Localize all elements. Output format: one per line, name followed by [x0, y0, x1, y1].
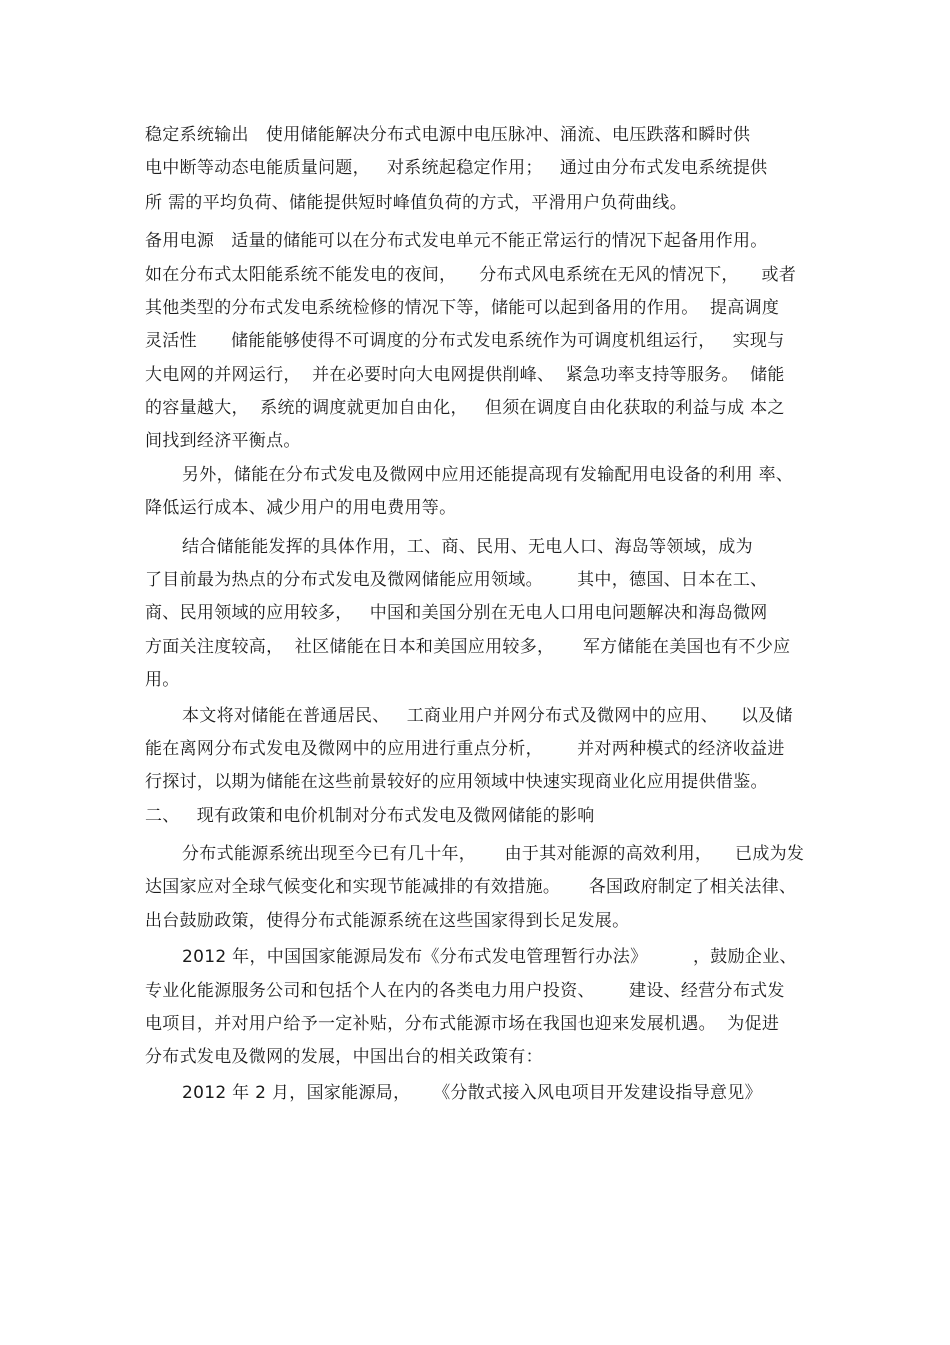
text-line: 降低运行成本、减少用户的用电费用等。 [145, 498, 457, 518]
text-line: 了目前最为热点的分布式发电及微网储能应用领域。 其中，德国、日本在工、 [145, 570, 768, 590]
text-line: 能在离网分布式发电及微网中的应用进行重点分析， 并对两种模式的经济收益进 [145, 739, 785, 759]
text-line: 如在分布式太阳能系统不能发电的夜间， 分布式风电系统在无风的情况下， 或者 [145, 265, 797, 285]
text-line: 间找到经济平衡点。 [145, 431, 301, 451]
text-line: 商、民用领域的应用较多， 中国和美国分别在无电人口用电问题解决和海岛微网 [145, 603, 768, 623]
text-line: 本文将对储能在普通居民、 工商业用户并网分布式及微网中的应用、 以及储 [182, 706, 793, 726]
text-line: 大电网的并网运行， 并在必要时向大电网提供削峰、 紧急功率支持等服务。 储能 [145, 365, 785, 385]
text-line: 备用电源 适量的储能可以在分布式发电单元不能正常运行的情况下起备用作用。 [145, 231, 768, 251]
text-line: 电中断等动态电能质量问题， 对系统起稳定作用； 通过由分布式发电系统提供 [145, 158, 768, 178]
text-line: 专业化能源服务公司和包括个人在内的各类电力用户投资、 建设、经营分布式发 [145, 981, 785, 1001]
text-line: 分布式能源系统出现至今已有几十年， 由于其对能源的高效利用， 已成为发 [182, 844, 805, 864]
text-line: 稳定系统输出 使用储能解决分布式电源中电压脉冲、涌流、电压跌落和瞬时供 [145, 125, 751, 145]
text-line: 灵活性 储能能够使得不可调度的分布式发电系统作为可调度机组运行， 实现与 [145, 331, 785, 351]
text-line: 用。 [145, 670, 180, 690]
text-line: 分布式发电及微网的发展，中国出台的相关政策有： [145, 1047, 543, 1067]
text-line: 其他类型的分布式发电系统检修的情况下等，储能可以起到备用的作用。 提高调度 [145, 298, 780, 318]
text-line: 的容量越大， 系统的调度就更加自由化， 但须在调度自由化获取的利益与成 本之 [145, 398, 785, 418]
text-line: 另外，储能在分布式发电及微网中应用还能提高现有发输配用电设备的利用 率、 [182, 465, 794, 485]
text-line: 行探讨，以期为储能在这些前景较好的应用领域中快速实现商业化应用提供借鉴。 [145, 772, 768, 792]
section-heading: 二、 现有政策和电价机制对分布式发电及微网储能的影响 [145, 806, 595, 826]
text-line: 所 需的平均负荷、储能提供短时峰值负荷的方式，平滑用户负荷曲线。 [145, 193, 688, 213]
text-line: 2012 年 2 月，国家能源局， 《分散式接入风电项目开发建设指导意见》 [182, 1083, 762, 1103]
text-line: 2012 年，中国国家能源局发布《分布式发电管理暂行办法》 ，鼓励企业、 [182, 947, 797, 967]
text-line: 达国家应对全球气候变化和实现节能减排的有效措施。 各国政府制定了相关法律、 [145, 877, 797, 897]
text-line: 出台鼓励政策，使得分布式能源系统在这些国家得到长足发展。 [145, 911, 630, 931]
text-line: 结合储能能发挥的具体作用，工、商、民用、无电人口、海岛等领域，成为 [182, 537, 753, 557]
text-line: 方面关注度较高， 社区储能在日本和美国应用较多， 军方储能在美国也有不少应 [145, 637, 791, 657]
text-line: 电项目，并对用户给予一定补贴，分布式能源市场在我国也迎来发展机遇。 为促进 [145, 1014, 780, 1034]
